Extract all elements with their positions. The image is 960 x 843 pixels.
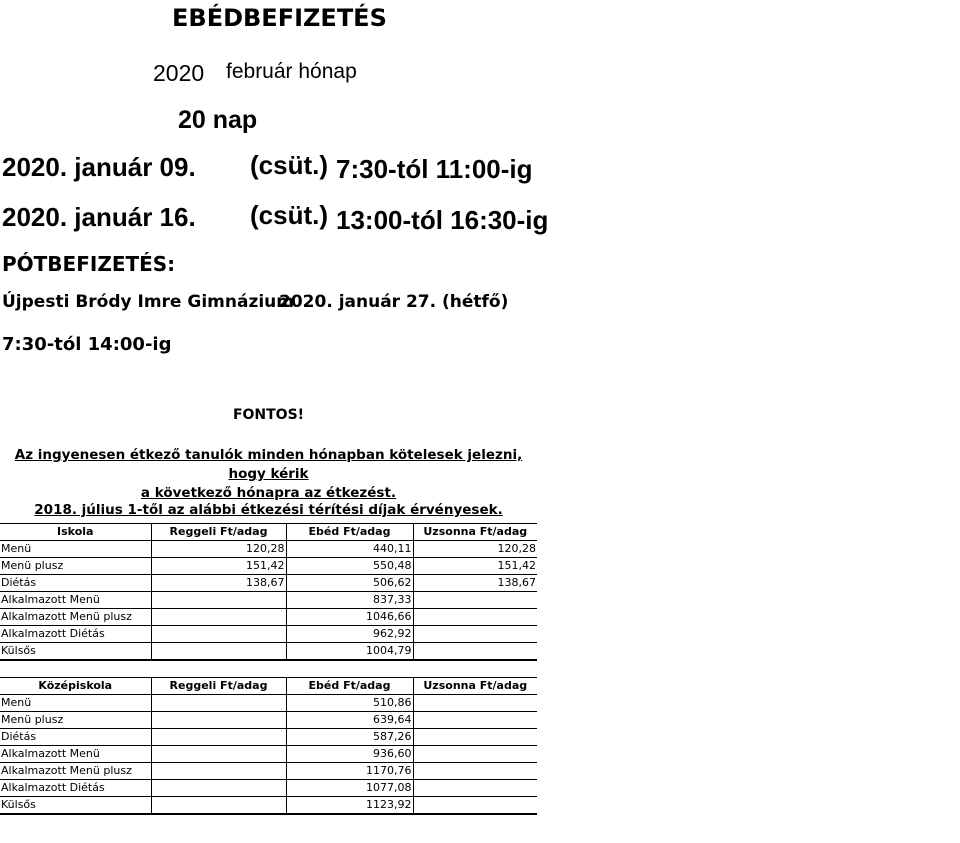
fee-value: 1077,08 <box>286 780 413 797</box>
fee-value <box>413 695 537 712</box>
row-label: Diétás <box>0 729 151 746</box>
table-row <box>0 746 537 763</box>
fee-value <box>151 626 286 643</box>
period-month: február hónap <box>226 60 357 83</box>
table-row <box>0 695 537 712</box>
fee-value <box>413 729 537 746</box>
table-row <box>0 780 537 797</box>
fee-value <box>151 763 286 780</box>
fee-value <box>151 780 286 797</box>
important-label: FONTOS! <box>232 407 305 423</box>
fee-value: 120,28 <box>151 541 286 558</box>
table-row <box>0 558 537 575</box>
column-header: Ebéd Ft/adag <box>286 524 413 541</box>
notice-text <box>0 446 537 503</box>
row-label: Alkalmazott Diétás <box>0 780 151 797</box>
fees-heading: 2018. július 1-től az alábbi étkezési térítési díjak érvényesek. <box>34 502 503 518</box>
table-row <box>0 729 537 746</box>
table-row <box>0 592 537 609</box>
column-header: Iskola <box>0 524 151 541</box>
fee-value <box>413 712 537 729</box>
row-label: Külsős <box>0 797 151 815</box>
fee-value <box>151 609 286 626</box>
fee-value: 639,64 <box>286 712 413 729</box>
row-label: Alkalmazott Menü plusz <box>0 763 151 780</box>
row-label: Menü plusz <box>0 712 151 729</box>
extra-payment-date: 2020. január 27. (hétfő) <box>279 292 509 312</box>
fee-value: 837,33 <box>286 592 413 609</box>
fee-value: 962,92 <box>286 626 413 643</box>
fee-value: 151,42 <box>151 558 286 575</box>
fee-value <box>151 729 286 746</box>
fee-value <box>413 780 537 797</box>
fee-value <box>151 643 286 661</box>
payment-time-1: 7:30-tól 11:00-ig <box>336 154 533 184</box>
extra-payment-heading: PÓTBEFIZETÉS: <box>2 252 176 276</box>
table-row <box>0 712 537 729</box>
day-count: 20 nap <box>178 106 258 134</box>
fee-value <box>413 609 537 626</box>
row-label: Menü <box>0 695 151 712</box>
fee-value: 138,67 <box>413 575 537 592</box>
fee-value: 1046,66 <box>286 609 413 626</box>
row-label: Alkalmazott Menü <box>0 746 151 763</box>
fee-value: 510,86 <box>286 695 413 712</box>
fee-value <box>151 746 286 763</box>
extra-payment-time: 7:30-tól 14:00-ig <box>2 334 172 355</box>
fee-value: 1004,79 <box>286 643 413 661</box>
table-row <box>0 575 537 592</box>
fee-value: 587,26 <box>286 729 413 746</box>
fee-value: 151,42 <box>413 558 537 575</box>
column-header: Reggeli Ft/adag <box>151 678 286 695</box>
table-row <box>0 763 537 780</box>
fee-value <box>413 643 537 661</box>
fee-value: 1170,76 <box>286 763 413 780</box>
fee-value: 550,48 <box>286 558 413 575</box>
fee-table-secondary-school <box>0 677 537 815</box>
row-label: Külsős <box>0 643 151 661</box>
fee-value <box>151 797 286 815</box>
row-label: Alkalmazott Diétás <box>0 626 151 643</box>
fee-value <box>413 763 537 780</box>
payment-date-1: 2020. január 09. <box>2 152 196 182</box>
fee-value <box>413 746 537 763</box>
column-header: Középiskola <box>0 678 151 695</box>
row-label: Menü <box>0 541 151 558</box>
page-title: EBÉDBEFIZETÉS <box>172 4 387 32</box>
payment-date-2: 2020. január 16. <box>2 202 196 232</box>
notice-line-2: a következő hónapra az étkezést. <box>140 485 397 501</box>
fee-value: 1123,92 <box>286 797 413 815</box>
fee-value <box>151 695 286 712</box>
extra-payment-location: Újpesti Bródy Imre Gimnázium <box>2 292 294 312</box>
table-header-row <box>0 678 537 695</box>
column-header: Reggeli Ft/adag <box>151 524 286 541</box>
fee-value <box>151 592 286 609</box>
payment-day-1: (csüt.) <box>250 150 328 180</box>
table-header-row <box>0 524 537 541</box>
row-label: Alkalmazott Menü plusz <box>0 609 151 626</box>
fee-value: 936,60 <box>286 746 413 763</box>
table-row <box>0 643 537 661</box>
payment-time-2: 13:00-tól 16:30-ig <box>336 205 549 235</box>
fee-table-school <box>0 523 537 661</box>
table-row <box>0 609 537 626</box>
fee-value <box>413 797 537 815</box>
period-year: 2020 <box>153 60 205 86</box>
column-header: Uzsonna Ft/adag <box>413 678 537 695</box>
fee-value: 120,28 <box>413 541 537 558</box>
fee-value <box>413 592 537 609</box>
fee-value: 440,11 <box>286 541 413 558</box>
row-label: Menü plusz <box>0 558 151 575</box>
fee-value <box>413 626 537 643</box>
payment-day-2: (csüt.) <box>250 200 328 230</box>
table-row <box>0 797 537 815</box>
notice-line-1: Az ingyenesen étkező tanulók minden hónapban kötelesek jelezni, hogy kérik <box>14 447 523 482</box>
table-row <box>0 541 537 558</box>
row-label: Diétás <box>0 575 151 592</box>
fee-value: 506,62 <box>286 575 413 592</box>
fee-value: 138,67 <box>151 575 286 592</box>
fee-value <box>151 712 286 729</box>
column-header: Ebéd Ft/adag <box>286 678 413 695</box>
table-row <box>0 626 537 643</box>
column-header: Uzsonna Ft/adag <box>413 524 537 541</box>
row-label: Alkalmazott Menü <box>0 592 151 609</box>
